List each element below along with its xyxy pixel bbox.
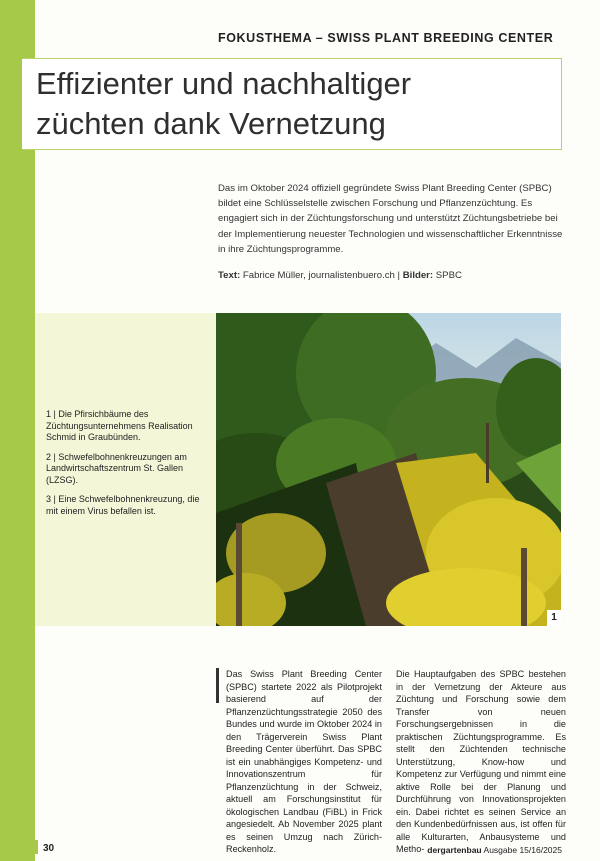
orchard-photo: [216, 313, 561, 626]
credit-separator: |: [397, 270, 401, 281]
footer-issue: [427, 845, 562, 855]
orchard-illustration: [216, 313, 561, 626]
footer-brand: dergartenbau: [427, 845, 482, 855]
article-lead: Das im Oktober 2024 offiziell gegründete Swiss Plant Breeding Center (SPBC) bildet eine Schlüsselstelle zwischen Forschung und Pflanzenzüchtung. Es engagiert sich in der Züchtungsforschung und unterstützt Züchtungsbetriebe bei der Implementierung neuester Technologien und wissenschaftlicher Erkenntnisse in ihre Züchtungsprogramme.: [218, 183, 563, 255]
credit-text-label: Text:: [218, 270, 241, 281]
headline-line-2: züchten dank Vernetzung: [36, 106, 386, 141]
photo-number: 1: [547, 610, 561, 626]
article-headline: [36, 64, 556, 144]
section-kicker: FOKUSTHEMA – SWISS PLANT BREEDING CENTER: [218, 31, 554, 45]
article-credit: [218, 270, 566, 281]
credit-images: SPBC: [435, 270, 462, 281]
body-column-2: [396, 668, 566, 856]
caption-1: 1 | Die Pfirsichbäume des Züchtungsunternehmens Realisation Schmid in Graubünden.: [46, 409, 193, 442]
body-column-1: [216, 668, 382, 856]
photo-captions: [46, 409, 206, 525]
credit-images-label: Bilder:: [402, 270, 434, 281]
paragraph-marker: [216, 668, 219, 703]
headline-line-1: Effizienter und nachhaltiger: [36, 66, 412, 101]
body-column-2-text: Die Hauptaufgaben des SPBC bestehen in der Vernetzung der Akteure aus Züchtung und Forschung sowie dem Transfer von neuen Forschungsergebnissen in die praktischen Züchtungsprogramme. Es stellt den Züchtenden technische Unterstützung, Know-how und Kompetenz zur Verfügung und nimmt eine aktive Rolle bei der Planung und Durchführung von Innovationsprojekten ein. Dabei richtet es seinen Service an den Kundenbedürfnissen aus, ist offen für alle Kulturarten, Anbausysteme und Metho-: [396, 669, 566, 854]
caption-3: 3 | Eine Schwefelbohnenkreuzung, die mit einem Virus befallen ist.: [46, 494, 200, 516]
page-number: 30: [43, 843, 55, 854]
body-column-1-text: Das Swiss Plant Breeding Center (SPBC) startete 2022 als Pilotprojekt basierend auf der Pflanzenzüchtungsstrategie 2050 des Bundes und wurde im Oktober 2024 in den Trägerverein Swiss Plant Breeding Center überführt. Das SPBC ist ein unabhängiges Kompetenz- und Innovationszentrum für Pflanzenzüchtung in der Schweiz, aktuell am Forschungsinstitut für ökologischen Landbau (FiBL) in Frick angesiedelt. Ab November 2025 plant es seinen Umzug nach Zürich-Reckenholz.: [226, 669, 382, 854]
credit-author: Fabrice Müller, journalistenbuero.ch: [242, 270, 395, 281]
footer-issue-text: Ausgabe 15/16/2025: [483, 845, 562, 855]
caption-2: 2 | Schwefelbohnenkreuzungen am Landwirtschaftszentrum St. Gallen (LZSG).: [46, 451, 187, 485]
